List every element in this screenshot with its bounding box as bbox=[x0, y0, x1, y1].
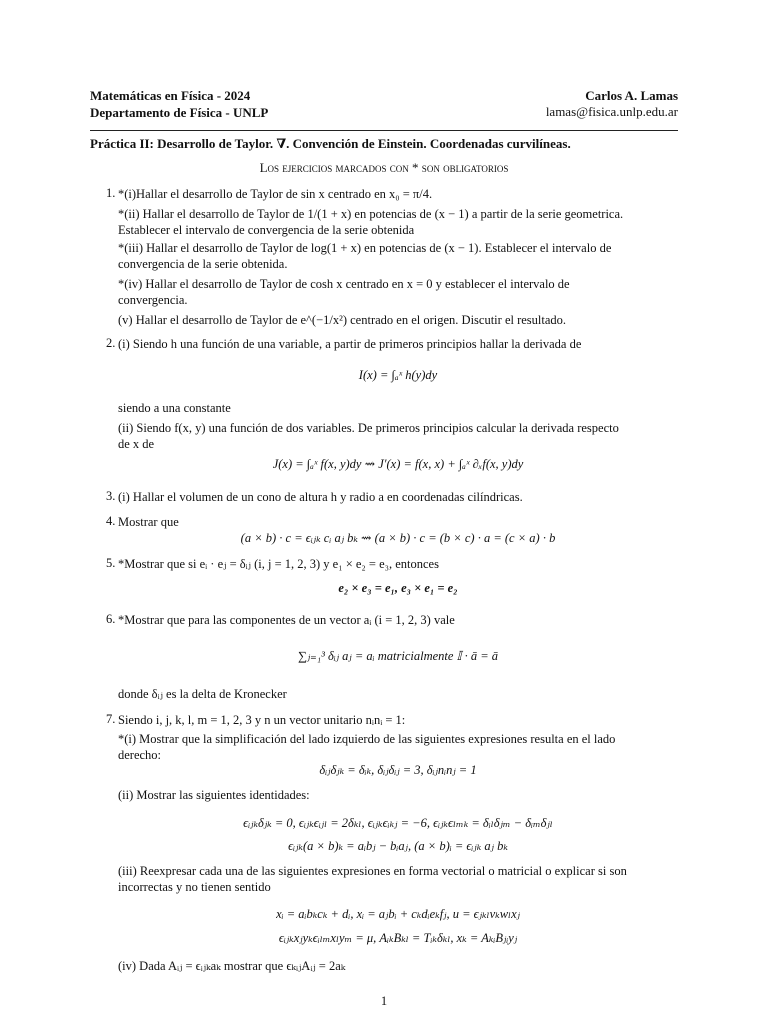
page-subtitle: Los ejercicios marcados con * son obligatorios bbox=[259, 160, 509, 175]
exercise-number-7: 7. bbox=[106, 712, 116, 726]
exercise-1-part-iv: *(iv) Hallar el desarrollo de Taylor de cosh x centrado en x = 0 y establecer el intervalo de bbox=[118, 277, 570, 291]
page-title: Práctica II: Desarrollo de Taylor. ∇. Convención de Einstein. Coordenadas curvilíneas. bbox=[90, 136, 571, 151]
exercise-6-note: donde δᵢⱼ es la delta de Kronecker bbox=[118, 687, 287, 701]
equation-unit-vectors: e₂ × e₃ = e₁, e₃ × e₁ = e₂ bbox=[338, 581, 458, 595]
exercise-7-part-i: *(i) Mostrar que la simplificación del lado izquierdo de las siguientes expresiones resulta en el lado bbox=[118, 732, 616, 746]
equation-cross-product-index: ϵᵢⱼₖ(a × b)ₖ = aᵢbⱼ − bᵢaⱼ, (a × b)ᵢ = ϵᵢⱼₖ aⱼ bₖ bbox=[288, 839, 508, 853]
author-email: lamas@fisica.unlp.edu.ar bbox=[545, 104, 678, 119]
exercise-7-part-iii-cont: incorrectas y no tienen sentido bbox=[118, 880, 271, 894]
exercise-number-5: 5. bbox=[106, 556, 116, 570]
equation-expressions-1: xᵢ = aᵢbₖcₖ + dᵢ, xᵢ = aⱼbᵢ + cₖdᵢeₖfⱼ, u = ϵⱼₖₗvₖwₗxⱼ bbox=[276, 907, 520, 921]
document-page bbox=[90, 0, 678, 1024]
exercise-7-part-iv: (iv) Dada Aᵢⱼ = ϵᵢⱼₖaₖ mostrar que ϵₖᵢⱼAᵢⱼ = 2aₖ bbox=[118, 959, 346, 973]
exercise-1-part-ii: *(ii) Hallar el desarrollo de Taylor de 1/(1 + x) en potencias de (x − 1) a partir de la serie geometrica. bbox=[118, 207, 624, 221]
exercise-number-4: 4. bbox=[106, 514, 116, 528]
exercise-number-1: 1. bbox=[106, 186, 116, 200]
exercise-1-part-iii: *(iii) Hallar el desarrollo de Taylor de log(1 + x) en potencias de (x − 1). Establecer el intervalo de bbox=[118, 241, 612, 255]
exercise-2-part-ii: (ii) Siendo f(x, y) una función de dos variables. De primeros principios calcular la derivada respecto bbox=[118, 421, 619, 435]
exercise-3-text: (i) Hallar el volumen de un cono de altura h y radio a en coordenadas cilíndricas. bbox=[118, 490, 523, 504]
exercise-7-part-i-cont: derecho: bbox=[118, 748, 162, 762]
exercise-number-3: 3. bbox=[106, 489, 116, 503]
exercise-1-part-iv-cont: convergencia. bbox=[118, 293, 188, 307]
course-name: Matemáticas en Física - 2024 bbox=[90, 88, 251, 103]
exercise-7-part-iii: (iii) Reexpresar cada una de las siguientes expresiones en forma vectorial o matricial o explicar si son bbox=[118, 864, 627, 878]
header-divider bbox=[90, 130, 678, 131]
exercise-1-part-v: (v) Hallar el desarrollo de Taylor de e^(−1/x²) centrado en el origen. Discutir el resultado. bbox=[118, 313, 567, 327]
equation-delta-identities: δᵢⱼδⱼₖ = δᵢₖ, δᵢⱼδᵢⱼ = 3, δᵢⱼnᵢnⱼ = 1 bbox=[319, 763, 477, 777]
equation-integral-J: J(x) = ∫ₐˣ f(x, y)dy ⇝ J′(x) = f(x, x) + ∫ₐˣ ∂ₓf(x, y)dy bbox=[272, 457, 524, 471]
equation-kronecker-sum: ∑ⱼ₌₁³ δᵢⱼ aⱼ = aᵢ matricialmente 𝕀 · ā = ā bbox=[297, 649, 499, 663]
exercise-7-part-ii: (ii) Mostrar las siguientes identidades: bbox=[118, 788, 310, 802]
exercise-2-constant-note: siendo a una constante bbox=[118, 401, 231, 415]
exercise-number-6: 6. bbox=[106, 612, 116, 626]
department-name: Departamento de Física - UNLP bbox=[90, 105, 269, 120]
exercise-number-2: 2. bbox=[106, 336, 116, 350]
author-name: Carlos A. Lamas bbox=[585, 88, 678, 103]
exercise-2-part-ii-cont: de x de bbox=[118, 437, 155, 451]
exercise-1-part-i: *(i)Hallar el desarrollo de Taylor de sin x centrado en x₀ = π/4. bbox=[118, 187, 433, 201]
equation-levi-civita-identities: ϵᵢⱼₖδⱼₖ = 0, ϵᵢⱼₖϵᵢⱼₗ = 2δₖₗ, ϵᵢⱼₖϵᵢₖⱼ = −6, ϵᵢⱼₖϵₗₘₖ = δᵢₗδⱼₘ − δᵢₘδⱼₗ bbox=[243, 816, 553, 830]
exercise-1-part-ii-cont: Establecer el intervalo de convergencia de la serie obtenida bbox=[118, 223, 415, 237]
equation-expressions-2: ϵᵢⱼₖxⱼyₖϵᵢₗₘxₗyₘ = μ, AᵢₖBₖₗ = Tᵢₖδₖₗ, xₖ = AₖᵢBⱼᵢyⱼ bbox=[278, 931, 518, 945]
equation-integral-I: I(x) = ∫ₐˣ h(y)dy bbox=[358, 368, 438, 382]
exercise-5-text: *Mostrar que si eᵢ · eⱼ = δᵢⱼ (i, j = 1, 2, 3) y e₁ × e₂ = e₃, entonces bbox=[118, 557, 439, 571]
exercise-6-text: *Mostrar que para las componentes de un vector aᵢ (i = 1, 2, 3) vale bbox=[118, 613, 455, 627]
exercise-1-part-iii-cont: convergencia de la serie obtenida. bbox=[118, 257, 288, 271]
exercise-2-part-i: (i) Siendo h una función de una variable, a partir de primeros principios hallar la derivada de bbox=[118, 337, 582, 351]
page-number: 1 bbox=[380, 994, 388, 1008]
equation-triple-product: (a × b) · c = ϵᵢⱼₖ cᵢ aⱼ bₖ ⇝ (a × b) · c = (b × c) · a = (c × a) · b bbox=[240, 531, 556, 545]
exercise-7-text: Siendo i, j, k, l, m = 1, 2, 3 y n un vector unitario nᵢnᵢ = 1: bbox=[118, 713, 406, 727]
exercise-4-text: Mostrar que bbox=[118, 515, 179, 529]
